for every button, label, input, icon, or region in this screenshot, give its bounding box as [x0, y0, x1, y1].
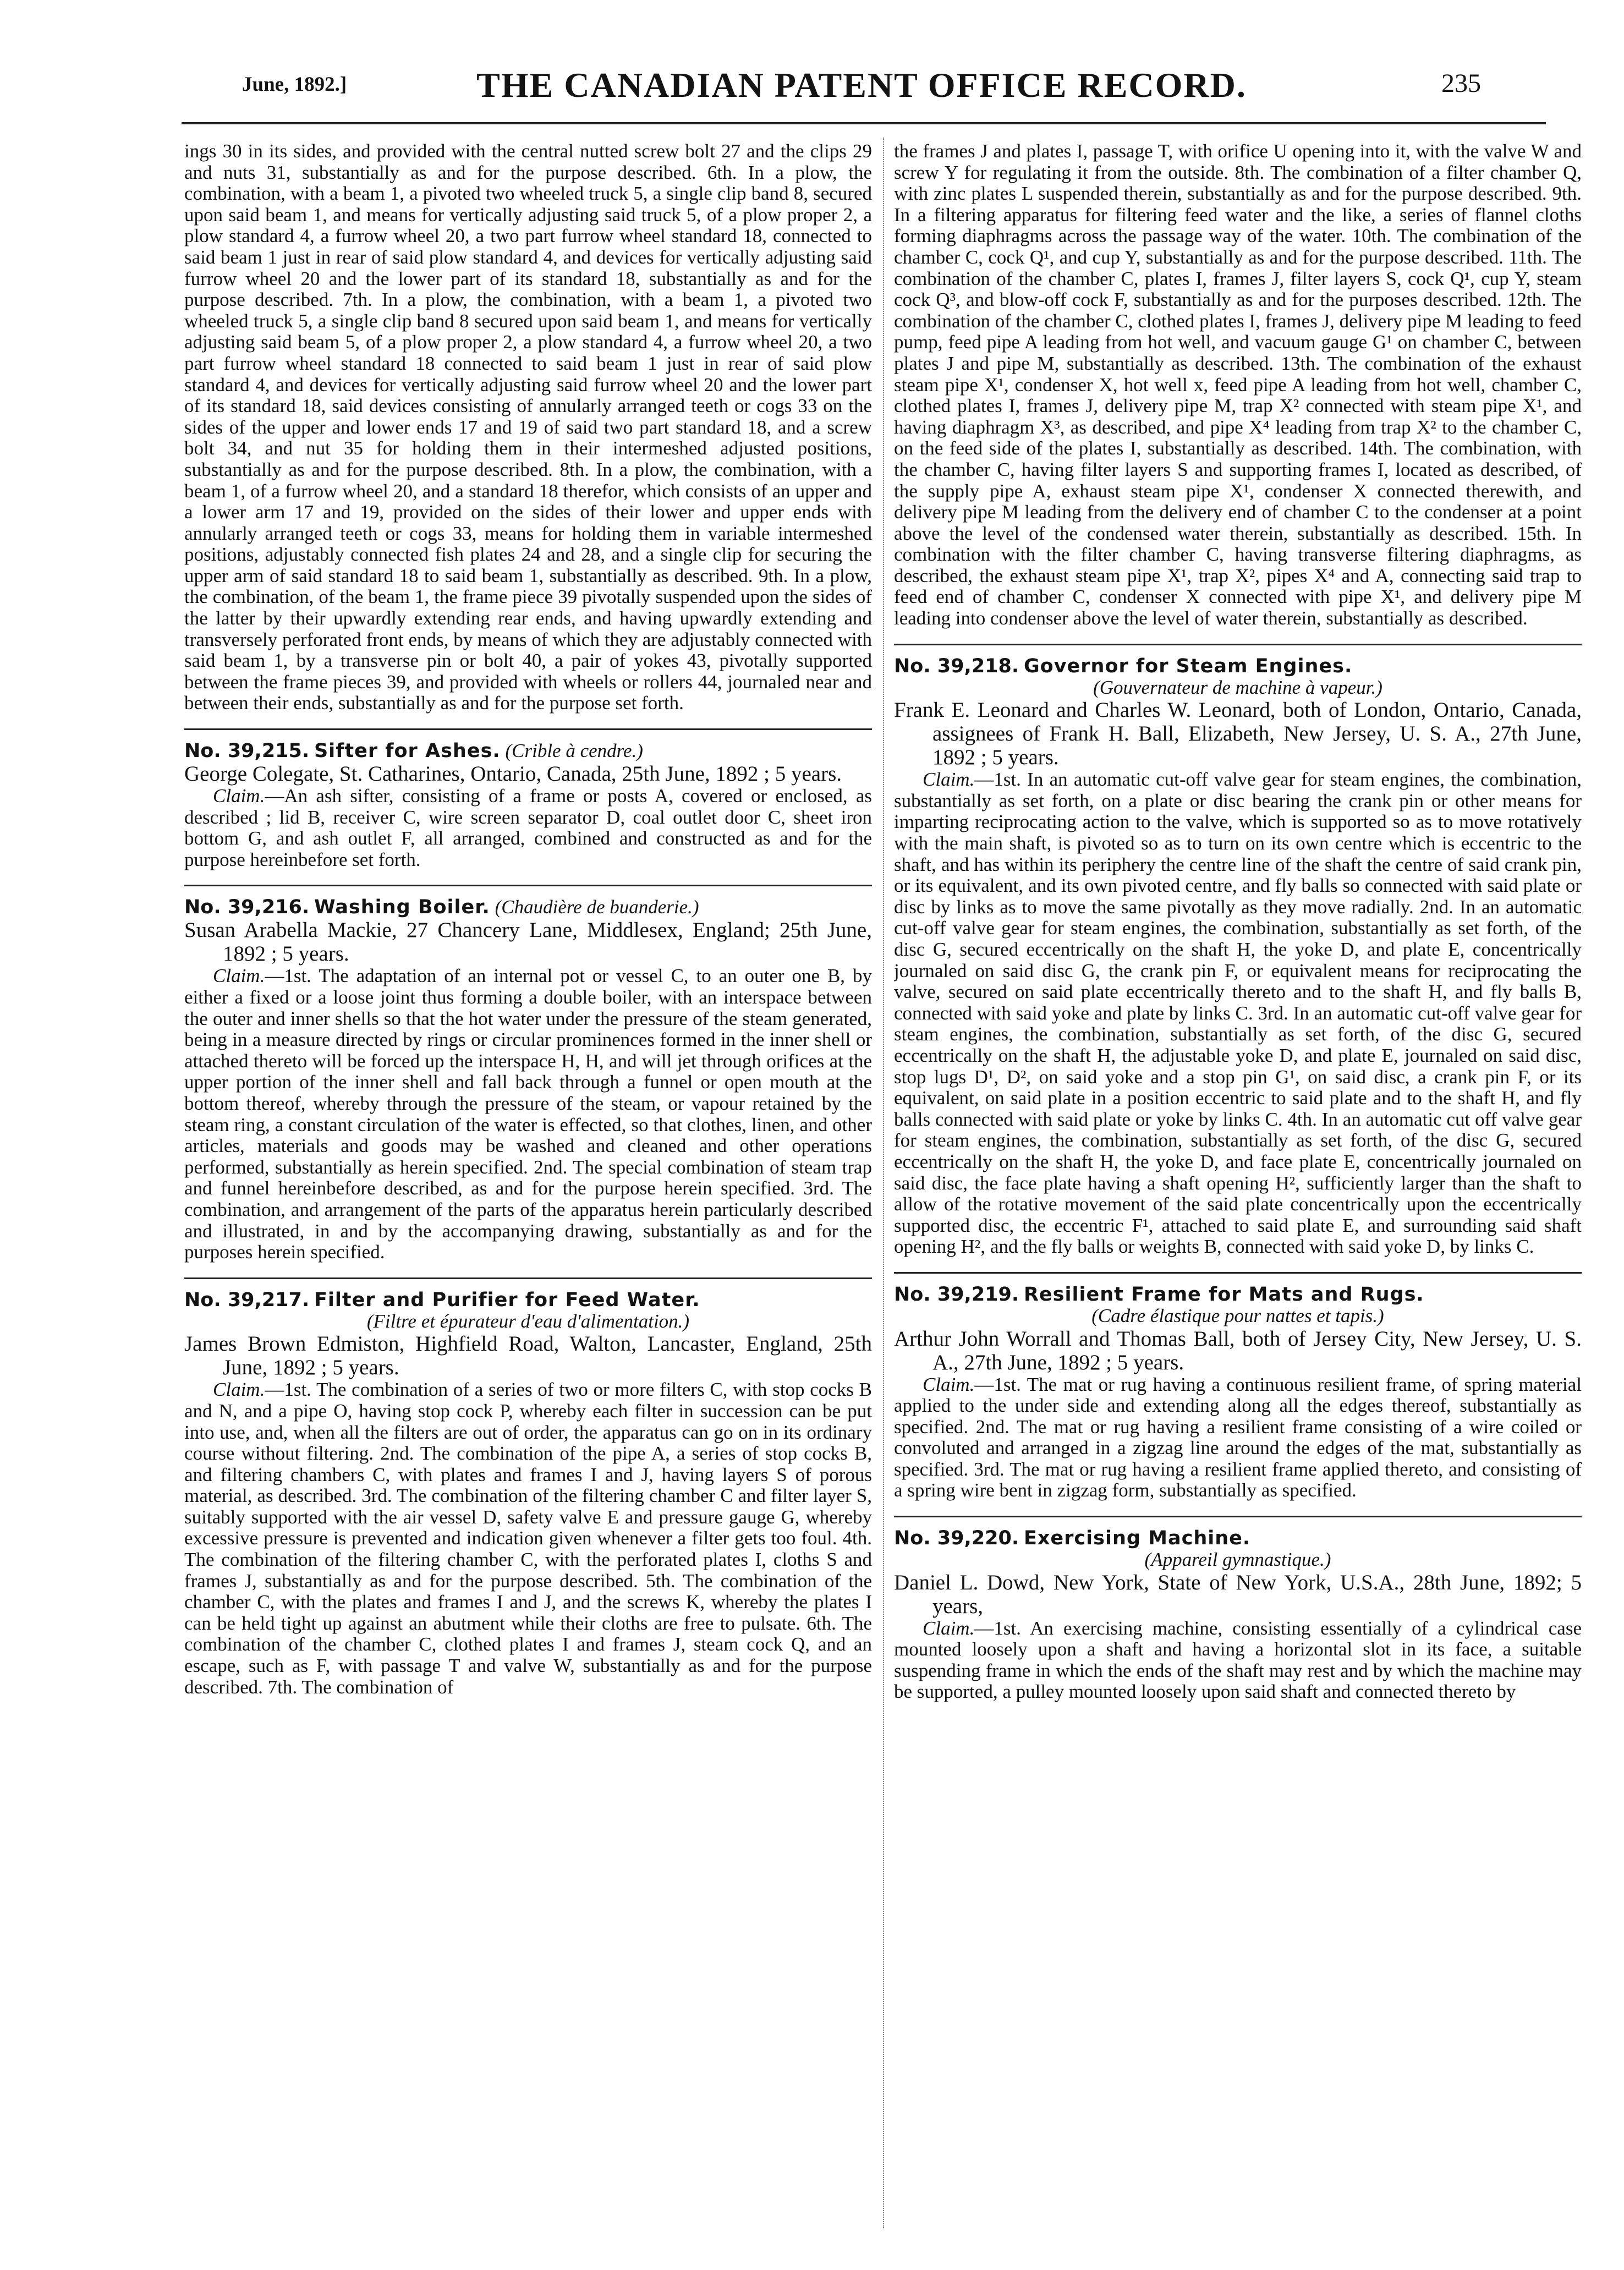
entry-divider: [894, 644, 1582, 645]
header-date: June, 1892.]: [242, 73, 347, 96]
claim-label: Claim.: [213, 965, 265, 987]
column-divider: [883, 138, 884, 2228]
patent-title: Filter and Purifier for Feed Water.: [314, 1288, 700, 1311]
french-title: (Crible à cendre.): [505, 740, 643, 762]
patent-title: Exercising Machine.: [1023, 1527, 1251, 1550]
applicant: James Brown Edmiston, Highfield Road, Walton, Lancaster, England, 25th June, 1892 ; 5 years.: [184, 1332, 872, 1380]
patent-number: No. 39,215.: [184, 740, 310, 763]
patent-entry: [894, 644, 1582, 1258]
french-title: (Gouvernateur de machine à vapeur.): [1093, 676, 1382, 698]
entry-divider: [894, 1516, 1582, 1517]
patent-title: Washing Boiler.: [314, 896, 490, 919]
claim-label: Claim.: [213, 1379, 265, 1401]
patent-number: No. 39,220.: [894, 1527, 1019, 1550]
patent-entry: [894, 1272, 1582, 1501]
entry-heading: [894, 655, 1582, 677]
french-title: (Cadre élastique pour nattes et tapis.): [1091, 1304, 1384, 1326]
claim-body: —1st. An exercising machine, consisting essentially of a cylindrical case mounted loosely upon a shaft and having a horizontal slot in its face, a suitable suspending frame in which the ends of the shaft may rest and by which the machine may be supported, a pulley mounted loosely upon said shaft and connected thereto by: [894, 1617, 1582, 1703]
patent-number: No. 39,218.: [894, 655, 1019, 677]
claim-label: Claim.: [923, 1617, 975, 1639]
patent-number: No. 39,217.: [184, 1288, 310, 1311]
french-title: (Filtre et épurateur d'eau d'alimentation.): [366, 1310, 690, 1332]
patent-number: No. 39,219.: [894, 1283, 1019, 1306]
claim-text: [184, 786, 872, 870]
claim-text: [894, 1374, 1582, 1502]
page-number: 235: [1441, 69, 1481, 98]
applicant: Daniel L. Dowd, New York, State of New York, U.S.A., 28th June, 1892; 5 years,: [894, 1570, 1582, 1618]
left-column: [184, 141, 872, 2231]
claim-label: Claim.: [213, 785, 265, 807]
applicant: Susan Arabella Mackie, 27 Chancery Lane, Middlesex, England; 25th June, 1892 ; 5 years.: [184, 918, 872, 966]
claim-label: Claim.: [923, 769, 975, 791]
claim-body: —An ash sifter, consisting of a frame or posts A, covered or enclosed, as described ; lid B, receiver C, wire screen separator D, coal outlet door C, sheet iron bottom G, and ash outlet F, all arranged, combined and constructed as and for the purpose hereinbefore set forth.: [184, 785, 872, 870]
claim-text: [184, 1379, 872, 1698]
continued-claims: the frames J and plates I, passage T, with orifice U opening into it, with the valve W and screw Y for regulating it from the outside. 8th. The combination of a filter chamber Q, with zinc plates L suspended therein, substantially as and for the purpose described. 9th. In a filtering apparatus for filtering feed water and the like, a series of flannel cloths forming diaphragms across the passage way of the water. 10th. The combination of the chamber C, cock Q¹, and cup Y, substantially as and for the purpose described. 11th. The combination of the chamber C, plates I, frames J, filter layers S, cock Q¹, cup Y, steam cock Q³, and blow-off cock F, substantially as and for the purposes described. 12th. The combination of the chamber C, clothed plates I, frames J, delivery pipe M leading to feed pump, feed pipe A leading from hot well, and vacuum gauge G¹ on chamber C, between plates J and pipe M, substantially as described. 13th. The combination of the exhaust steam pipe X¹, condenser X, hot well x, feed pipe A leading from hot well, chamber C, clothed plates I, frames J, delivery pipe M, trap X² connected with steam pipe X¹, and having diaphragm X³, as described, and pipe X⁴ leading from trap X² to the chamber C, on the feed side of the plates I, substantially as described. 14th. The combination, with the chamber C, having filter layers S and supporting frames I, located as described, of the supply pipe A, exhaust steam pipe X¹, condenser X connected therewith, and delivery pipe M leading from the delivery end of chamber C to the condenser at a point above the level of the condensed water therein, substantially as described. 15th. In combination with the filter chamber C, having transverse filtering diaphragms, as described, the exhaust steam pipe X¹, trap X², pipes X⁴ and A, connecting said trap to feed end of chamber C, condenser X connected with pipe X¹, and delivery pipe M leading into condenser above the level of water therein, substantially as described.: [894, 141, 1582, 629]
entry-divider: [184, 728, 872, 730]
header-title: THE CANADIAN PATENT OFFICE RECORD.: [476, 65, 1247, 105]
entry-heading: [894, 1527, 1582, 1549]
claim-text: [894, 1618, 1582, 1703]
patent-title: Sifter for Ashes.: [314, 740, 501, 763]
applicant: Arthur John Worrall and Thomas Ball, both of Jersey City, New Jersey, U. S. A., 27th June, 1892 ; 5 years.: [894, 1326, 1582, 1374]
patent-entry: [894, 1516, 1582, 1703]
claim-body: —1st. The adaptation of an internal pot or vessel C, to an outer one B, by either a fixed or a loose joint thus forming a double boiler, with an interspace between the outer and inner shells so that the hot water under the pressure of the steam generated, being in a measure directed by rings or circular prominences formed in the inner shell or attached thereto will be forced up the interspace H, H, and will jet through orifices at the upper portion of the inner shell and fall back through a funnel or open mouth at the bottom thereof, whereby through the pressure of the steam, or vapour retained by the steam ring, a constant circulation of the water is effected, so that clothes, linen, and other articles, materials and goods may be washed and cleaned and other operations performed, substantially as herein specified. 2nd. The special combination of steam trap and funnel hereinbefore described, as and for the purpose herein specified. 3rd. The combination, and arrangement of the parts of the apparatus herein particularly described and illustrated, in and by the accompanying drawing, substantially as and for the purposes herein specified.: [184, 965, 872, 1263]
claim-body: —1st. In an automatic cut-off valve gear for steam engines, the combination, substantially as set forth, on a plate or disc bearing the crank pin or other means for imparting reciprocating action to the valve, which is supported so as to move rotatively with the main shaft, is pivoted so as to turn on its own centre which is eccentric to the shaft, and has within its periphery the centre line of the shaft the centre of said crank pin, or its equivalent, and its own pivoted centre, and fly balls so connected with said plate or disc by links as to move the same pivotally as they move radially. 2nd. In an automatic cut-off valve gear for steam engines, the combination, substantially as set forth, of the disc G, secured eccentrically on the shaft H, the yoke D, and plate E, concentrically journaled on said disc G, the crank pin F, or equivalent means for reciprocating the valve, secured on said plate eccentrically thereto and to the shaft H, and fly balls B, connected with said yoke and plate by links C. 3rd. In an automatic cut-off valve gear for steam engines, the combination, substantially as set forth, of the disc G, secured eccentrically on the shaft H, the adjustable yoke D, and plate E, journaled on said disc, stop lugs D¹, D², on said yoke and a stop pin G¹, on said disc, a crank pin F, or its equivalent, on said plate in a position eccentric to said plate and to the shaft H, and fly balls connected with said plate or yoke by links C. 4th. In an automatic cut off valve gear for steam engines, the combination, substantially as set forth, of the disc G, secured eccentrically on the shaft H, the yoke D, and face plate E, concentrically journaled on said disc, the face plate having a shaft opening H², sufficiently larger than the shaft to allow of the rotative movement of the said plate concentrically upon the eccentrically supported disc, the eccentric F¹, attached to said plate E, and surrounding said shaft opening H², and the fly balls or weights B, connected with said yoke D, by links C.: [894, 769, 1582, 1258]
patent-number: No. 39,216.: [184, 896, 310, 919]
patent-entry: [184, 1277, 872, 1698]
page-header: [176, 65, 1547, 120]
patent-title: Governor for Steam Engines.: [1023, 655, 1353, 677]
entry-divider: [184, 1277, 872, 1279]
claim-text: [184, 966, 872, 1263]
patent-entry: [184, 885, 872, 1263]
claim-body: —1st. The mat or rug having a continuous resilient frame, of spring material applied to the under side and extending along all the edges thereof, substantially as specified. 2nd. The mat or rug having a resilient frame consisting of a wire coiled or convoluted and arranged in a zigzag line around the edges of the mat, substantially as specified. 3rd. The mat or rug having a resilient frame applied thereto, and consisting of a spring wire bent in zigzag form, substantially as specified.: [894, 1373, 1582, 1501]
claim-label: Claim.: [923, 1373, 975, 1395]
right-column: [894, 141, 1582, 2231]
patent-title: Resilient Frame for Mats and Rugs.: [1023, 1283, 1424, 1306]
entry-heading: [894, 1284, 1582, 1306]
applicant: George Colegate, St. Catharines, Ontario, Canada, 25th June, 1892 ; 5 years.: [184, 762, 842, 786]
entry-divider: [184, 885, 872, 886]
entry-heading: [184, 1289, 872, 1311]
header-rule: [182, 122, 1546, 124]
patent-entry: [184, 728, 872, 870]
applicant: Frank E. Leonard and Charles W. Leonard, both of London, Ontario, Canada, assignees of Frank H. Ball, Elizabeth, New Jersey, U. S. A., 27th June, 1892 ; 5 years.: [894, 698, 1582, 770]
french-title: (Appareil gymnastique.): [1144, 1549, 1331, 1571]
entry-heading: [184, 740, 872, 762]
continued-claims: ings 30 in its sides, and provided with the central nutted screw bolt 27 and the clips 29 and nuts 31, substantially as and for the purpose described. 6th. In a plow, the combination, with a beam 1, a pivoted two wheeled truck 5, a single clip band 8, secured upon said beam 1, and means for vertically adjusting said truck 5, of a plow proper 2, a plow standard 4, a furrow wheel 20, a two part furrow wheel standard 18, connected to said beam 1 just in rear of said plow standard 4, and devices for vertically adjusting said furrow wheel 20 and the lower part of its standard 18, substantially as and for the purpose described. 7th. In a plow, the combination, with a beam 1, a pivoted two wheeled truck 5, a single clip band 8 secured upon said beam 1, and means for vertically adjusting said beam 5, of a plow proper 2, a plow standard 4, a furrow wheel 20, a two part furrow wheel standard 18 connected to said beam 1 just in rear of said plow standard 4, and devices for vertically adjusting said furrow wheel 20 and the lower part of its standard 18, said devices consisting of annularly arranged teeth or cogs 33 on the sides of the upper and lower ends 17 and 19 of said two part standard 18, and a screw bolt 34, and nut 35 for holding them in their intermeshed adjusted positions, substantially as and for the purpose described. 8th. In a plow, the combination, with a beam 1, of a furrow wheel 20, and a standard 18 therefor, which consists of an upper and a lower arm 17 and 19, provided on the sides of their lower and upper ends with annularly arranged teeth or cogs 33, means for holding them in variable intermeshed positions, adjustably connected fish plates 24 and 28, and a single clip for securing the upper arm of said standard 18 to said beam 1, substantially as described. 9th. In a plow, the combination, of the beam 1, the frame piece 39 pivotally suspended upon the sides of the latter by their upwardly extending rear ends, and having upwardly extending and transversely perforated front ends, by means of which they are adjustably connected with said beam 1, by a transverse pin or bolt 40, a pair of yokes 43, pivotally supported between the frame pieces 39, and provided with wheels or rollers 44, journaled near and between their ends, substantially as and for the purpose set forth.: [184, 141, 872, 714]
french-title: (Chaudière de buanderie.): [495, 896, 699, 918]
entry-heading: [184, 896, 872, 918]
entry-divider: [894, 1272, 1582, 1274]
claim-body: —1st. The combination of a series of two or more filters C, with stop cocks B and N, and a pipe O, having stop cock P, whereby each filter in succession can be put into use, and, when all the filters are out of order, the apparatus can go on in its ordinary course without filtering. 2nd. The combination of the pipe A, a series of stop cocks B, and filtering chambers C, with plates and frames I and J, having layers S of porous material, as described. 3rd. The combination of the filtering chamber C and filter layer S, suitably supported with the air vessel D, safety valve E and pressure gauge G, whereby excessive pressure is prevented and indication given whenever a filter gets too foul. 4th. The combination of the filtering chamber C, with the perforated plates I, cloths S and frames J, substantially as and for the purpose described. 5th. The combination of the chamber C, with the plates and frames I and J, and the screws K, whereby the plates I can be held tight up against an abutment while their cloths are free to pulsate. 6th. The combination of the chamber C, clothed plates I and frames J, steam cock Q, and an escape, such as F, with passage T and valve W, substantially as and for the purpose described. 7th. The combination of: [184, 1379, 872, 1698]
claim-text: [894, 769, 1582, 1258]
